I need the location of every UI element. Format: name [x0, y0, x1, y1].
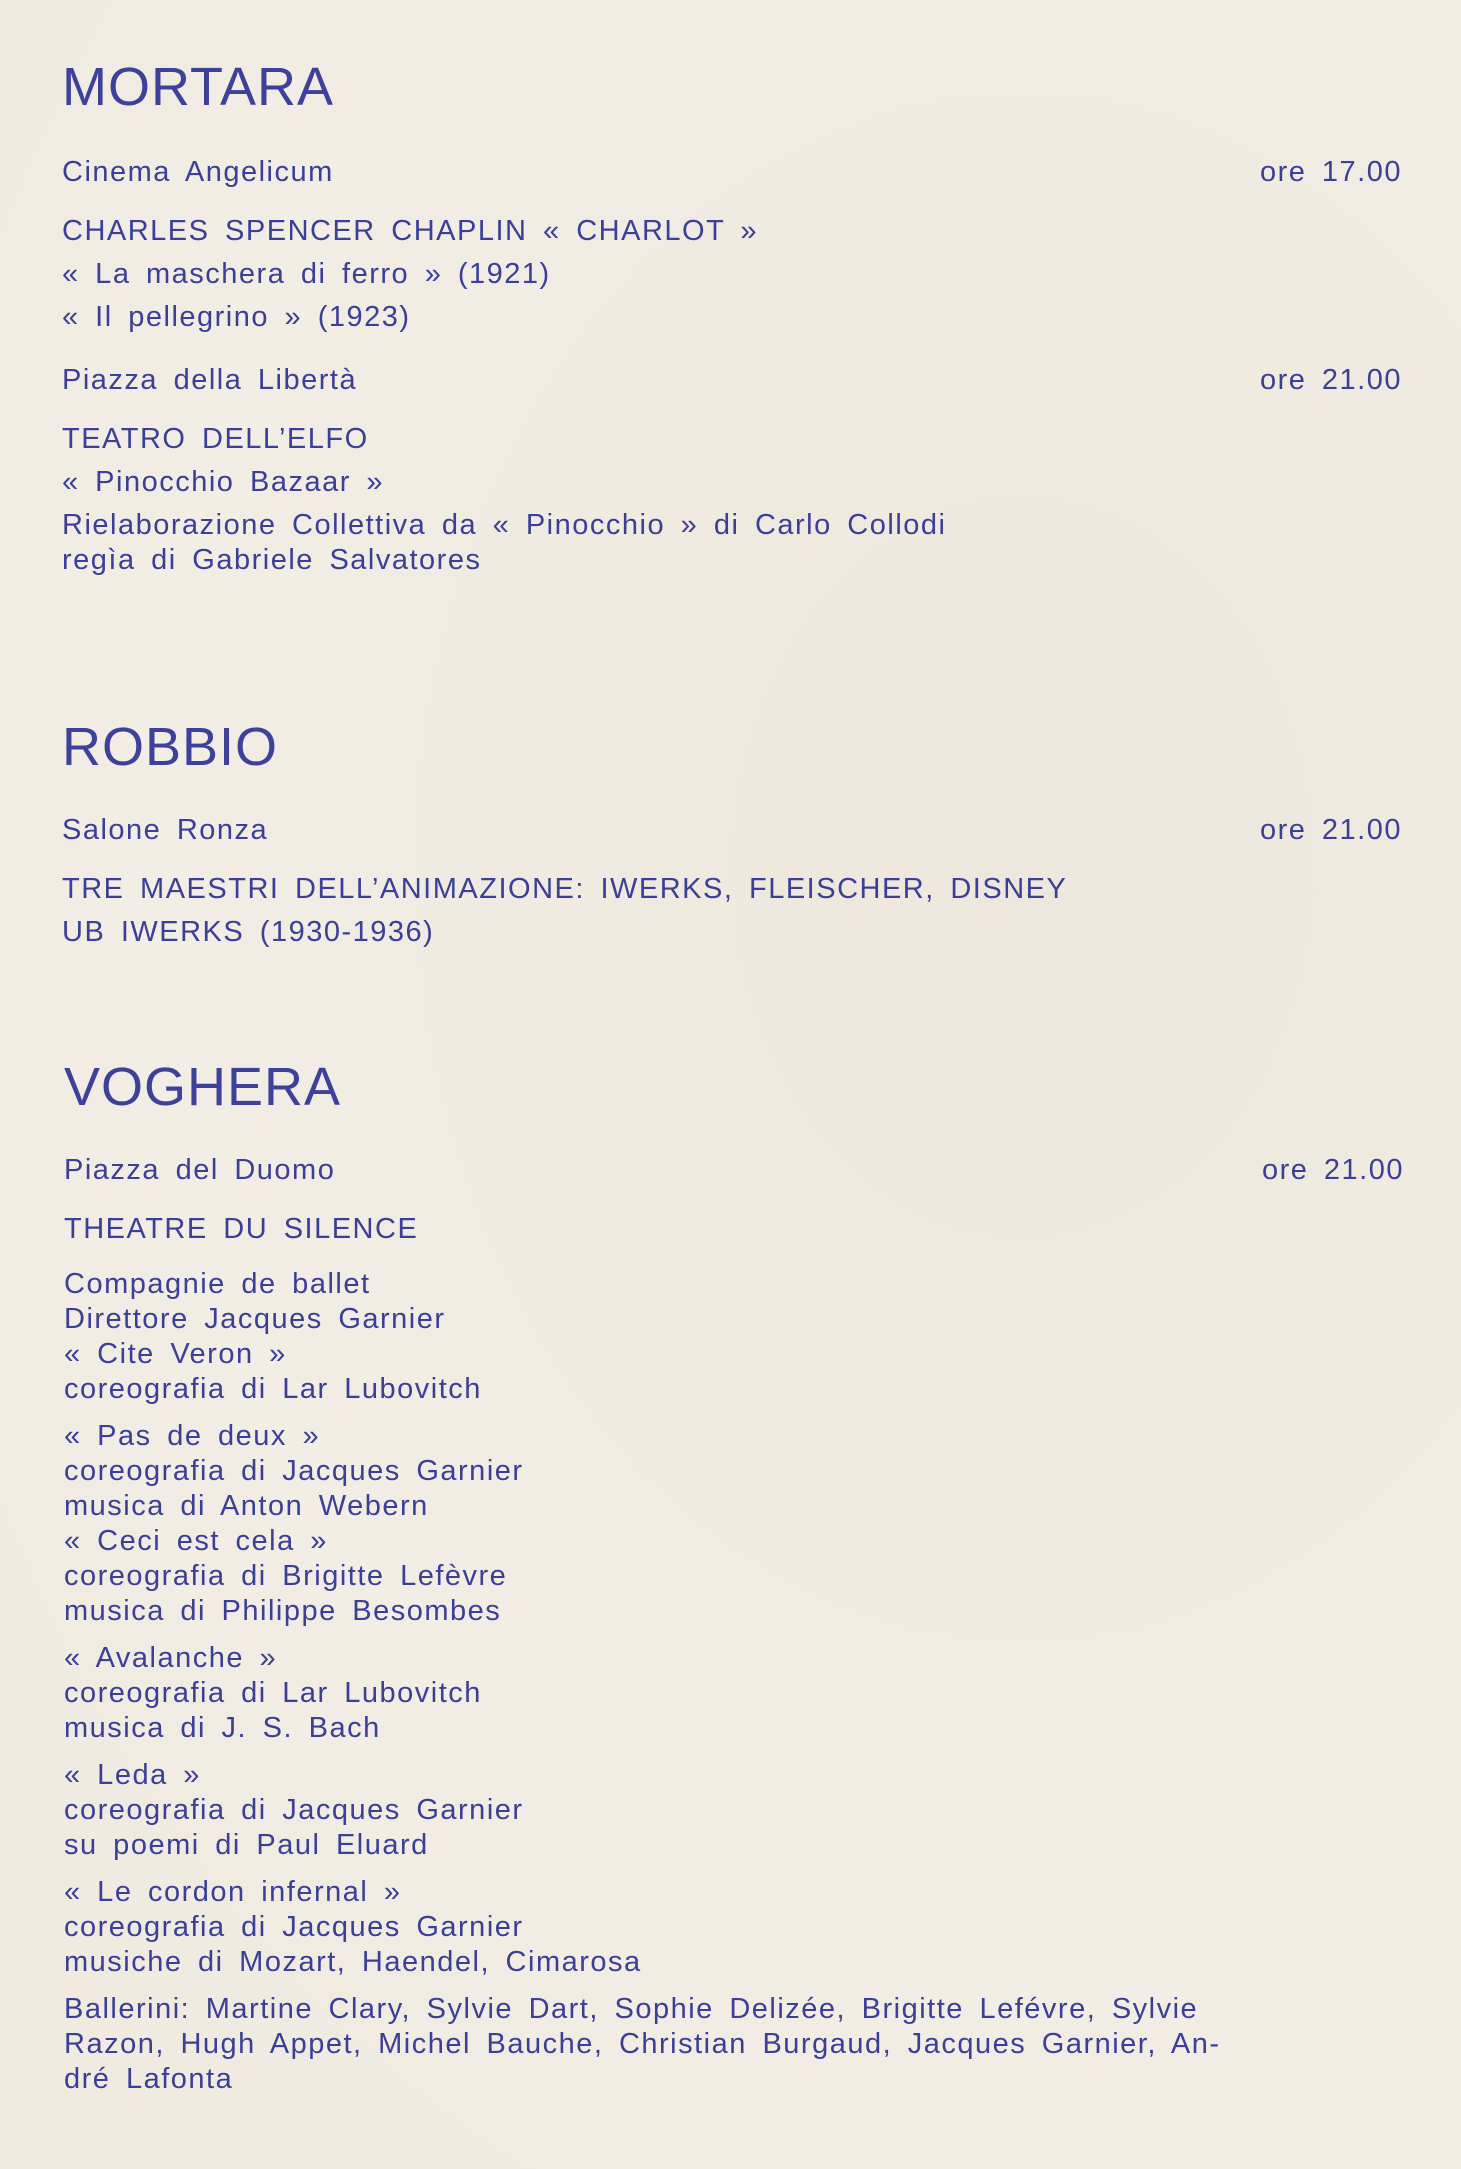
- section-voghera: [64, 1058, 1404, 2097]
- credits-group: [64, 1267, 1404, 1407]
- event-header: [64, 1153, 1404, 1188]
- event-time: ore 17.00: [1259, 156, 1402, 189]
- event-header: [62, 363, 1402, 398]
- section-mortara: [62, 58, 1402, 578]
- credits-group: [64, 1758, 1404, 1863]
- event-header: [62, 813, 1402, 848]
- credits-group: [64, 1641, 1404, 1746]
- credit-line: coreografia di Brigitte Lefèvre: [64, 1560, 508, 1593]
- credit-line: su poemi di Paul Eluard: [64, 1829, 429, 1862]
- credit-line: coreografia di Jacques Garnier: [64, 1455, 524, 1488]
- event-line: UB IWERKS (1930-1936): [62, 916, 435, 949]
- credit-line: « Ceci est cela »: [64, 1525, 328, 1558]
- credit-line: « Leda »: [64, 1759, 201, 1792]
- credit-line: musica di Philippe Besombes: [64, 1595, 502, 1628]
- event-line: « Pinocchio Bazaar »: [62, 466, 385, 499]
- credit-line: Direttore Jacques Garnier: [64, 1303, 446, 1336]
- event-line: TRE MAESTRI DELL’ANIMAZIONE: IWERKS, FLEISCHER, DISNEY: [62, 873, 1068, 906]
- section-robbio: [62, 718, 1402, 950]
- credit-line: « Avalanche »: [64, 1642, 278, 1675]
- credit-line: dré Lafonta: [64, 2063, 234, 2096]
- event-line: « La maschera di ferro » (1921): [62, 258, 551, 291]
- credit-line: musica di J. S. Bach: [64, 1712, 381, 1745]
- event-line: « Il pellegrino » (1923): [62, 301, 411, 334]
- venue: Cinema Angelicum: [62, 156, 334, 189]
- event-line: TEATRO DELL’ELFO: [62, 423, 369, 456]
- venue: Piazza del Duomo: [64, 1154, 336, 1187]
- credit-line: musica di Anton Webern: [64, 1490, 429, 1523]
- event-line: CHARLES SPENCER CHAPLIN « CHARLOT »: [62, 215, 758, 248]
- credit-line: coreografia di Lar Lubovitch: [64, 1677, 482, 1710]
- credit-line: coreografia di Jacques Garnier: [64, 1794, 524, 1827]
- credit-line: musiche di Mozart, Haendel, Cimarosa: [64, 1946, 642, 1979]
- credit-line: « Pas de deux »: [64, 1420, 321, 1453]
- city-heading: VOGHERA: [64, 1057, 342, 1117]
- event-line: regìa di Gabriele Salvatores: [62, 544, 482, 577]
- credit-line: « Cite Veron »: [64, 1338, 287, 1371]
- credits-group: [64, 1875, 1404, 1980]
- company-title: THEATRE DU SILENCE: [64, 1213, 419, 1246]
- event-time: ore 21.00: [1261, 1154, 1404, 1187]
- event-line: Rielaborazione Collettiva da « Pinocchio » di Carlo Collodi: [62, 509, 947, 542]
- venue: Salone Ronza: [62, 814, 269, 847]
- credit-line: « Le cordon infernal »: [64, 1876, 402, 1909]
- credit-line: coreografia di Jacques Garnier: [64, 1911, 524, 1944]
- event-header: [62, 155, 1402, 190]
- credits-group: [64, 1419, 1404, 1629]
- event-time: ore 21.00: [1259, 364, 1402, 397]
- venue: Piazza della Libertà: [62, 364, 358, 397]
- credit-line: Ballerini: Martine Clary, Sylvie Dart, Sophie Delizée, Brigitte Lefévre, Sylvie: [64, 1993, 1199, 2026]
- dancers-list: [64, 1992, 1404, 2097]
- event-time: ore 21.00: [1259, 814, 1402, 847]
- city-heading: ROBBIO: [62, 717, 279, 777]
- credit-line: Razon, Hugh Appet, Michel Bauche, Christian Burgaud, Jacques Garnier, An-: [64, 2028, 1221, 2061]
- credit-line: Compagnie de ballet: [64, 1268, 371, 1301]
- credit-line: coreografia di Lar Lubovitch: [64, 1373, 482, 1406]
- city-heading: MORTARA: [62, 57, 335, 117]
